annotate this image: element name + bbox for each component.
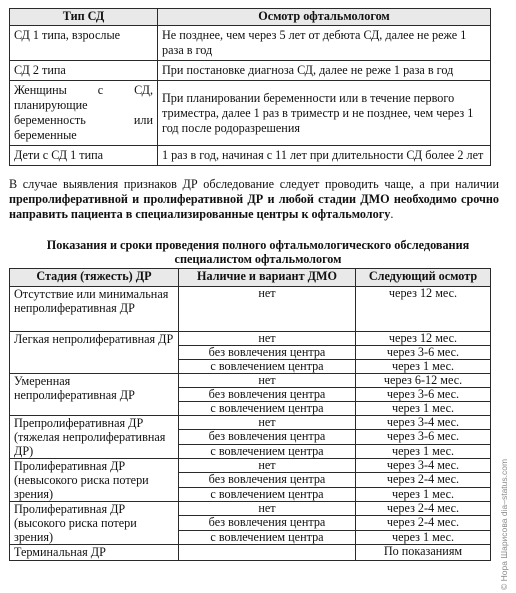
table-row [10, 81, 491, 146]
diabetes-type-cell: СД 1 типа, взрослые [10, 26, 158, 61]
dmo-cell: нет [179, 374, 356, 388]
column-header: Тип СД [10, 9, 158, 26]
column-header: Осмотр офтальмологом [158, 9, 491, 26]
next-exam-cell: через 12 мес. [356, 332, 491, 346]
exam-schedule-cell: При постановке диагноза СД, далее не реже 1 раза в год [158, 61, 491, 81]
dr-stage-cell: Легкая непролиферативная ДР [10, 332, 179, 374]
next-exam-cell: через 3-6 мес. [356, 388, 491, 402]
exam-schedule-table [9, 268, 491, 561]
note-end: . [390, 207, 394, 221]
next-exam-cell: через 1 мес. [356, 487, 491, 501]
table-header-row [10, 269, 491, 287]
next-exam-cell: через 2-4 мес. [356, 516, 491, 530]
referral-note [9, 177, 499, 222]
next-exam-cell: через 3-6 мес. [356, 346, 491, 360]
next-exam-cell: через 12 мес. [356, 287, 491, 332]
dmo-cell: без вовлечения центра [179, 516, 356, 530]
diabetes-type-cell: Дети с СД 1 типа [10, 146, 158, 166]
column-header: Наличие и вариант ДМО [179, 269, 356, 287]
next-exam-cell: через 1 мес. [356, 402, 491, 416]
next-exam-cell: через 1 мес. [356, 530, 491, 544]
diabetes-type-cell: СД 2 типа [10, 61, 158, 81]
table-row [10, 502, 491, 516]
table-row [10, 416, 491, 430]
next-exam-cell: через 6-12 мес. [356, 374, 491, 388]
dmo-cell: без вовлечения центра [179, 430, 356, 444]
dmo-cell: без вовлечения центра [179, 388, 356, 402]
dmo-cell: нет [179, 332, 356, 346]
next-exam-cell: через 3-4 мес. [356, 416, 491, 430]
dr-stage-cell: Пролиферативная ДР (высокого риска потери зрения) [10, 502, 179, 545]
table-row [10, 26, 491, 61]
dmo-cell: нет [179, 502, 356, 516]
dmo-cell: без вовлечения центра [179, 346, 356, 360]
table-row [10, 545, 491, 561]
section-heading [0, 238, 516, 266]
column-header: Следующий осмотр [356, 269, 491, 287]
exam-schedule-cell: 1 раз в год, начиная с 11 лет при длительности СД более 2 лет [158, 146, 491, 166]
exam-schedule-cell: Не позднее, чем через 5 лет от дебюта СД, далее не реже 1 раза в год [158, 26, 491, 61]
note-emphasis: препролиферативной и пролиферативной ДР и любой стадии ДМО необходимо срочно направить пациента в специализированные центры к офтальмологу [9, 192, 499, 221]
table-row [10, 146, 491, 166]
dr-stage-cell: Терминальная ДР [10, 545, 179, 561]
screening-table [9, 8, 491, 166]
exam-schedule-cell: При планировании беременности или в течение первого триместра, далее 1 раз в триместр и не позднее, чем через 1 год после родоразрешения [158, 81, 491, 146]
next-exam-cell: через 1 мес. [356, 444, 491, 458]
dmo-cell: нет [179, 287, 356, 332]
note-text: В случае выявления признаков ДР обследование следует проводить чаще, а при наличии [9, 177, 499, 191]
table-row [10, 332, 491, 346]
table-row [10, 61, 491, 81]
dr-stage-cell: Отсутствие или минимальная непролиферативная ДР [10, 287, 179, 332]
next-exam-cell: через 2-4 мес. [356, 473, 491, 487]
table-row [10, 459, 491, 473]
dmo-cell: с вовлечением центра [179, 402, 356, 416]
diabetes-type-cell: Женщины с СД, планирующие беременность или беременные [10, 81, 158, 146]
table-header-row [10, 9, 491, 26]
next-exam-cell: через 3-6 мес. [356, 430, 491, 444]
dmo-cell: с вовлечением центра [179, 487, 356, 501]
column-header: Стадия (тяжесть) ДР [10, 269, 179, 287]
dr-stage-cell: Пролиферативная ДР (невысокого риска потери зрения) [10, 459, 179, 502]
next-exam-cell: через 2-4 мес. [356, 502, 491, 516]
table-row [10, 287, 491, 332]
dr-stage-cell: Препролиферативная ДР (тяжелая непролиферативная ДР) [10, 416, 179, 459]
dmo-cell: нет [179, 459, 356, 473]
dmo-cell: с вовлечением центра [179, 360, 356, 374]
next-exam-cell: через 1 мес. [356, 360, 491, 374]
next-exam-cell: По показаниям [356, 545, 491, 561]
heading-line: Показания и сроки проведения полного офтальмологического обследования [46, 238, 470, 252]
dmo-cell: с вовлечением центра [179, 530, 356, 544]
next-exam-cell: через 3-4 мес. [356, 459, 491, 473]
dmo-cell [179, 545, 356, 561]
dmo-cell: без вовлечения центра [179, 473, 356, 487]
dr-stage-cell: Умеренная непролиферативная ДР [10, 374, 179, 416]
table-row [10, 374, 491, 388]
heading-line: специалистом офтальмологом [174, 252, 342, 266]
dmo-cell: с вовлечением центра [179, 444, 356, 458]
watermark: © Нора Шарисова dia–status.com [499, 458, 509, 590]
dmo-cell: нет [179, 416, 356, 430]
